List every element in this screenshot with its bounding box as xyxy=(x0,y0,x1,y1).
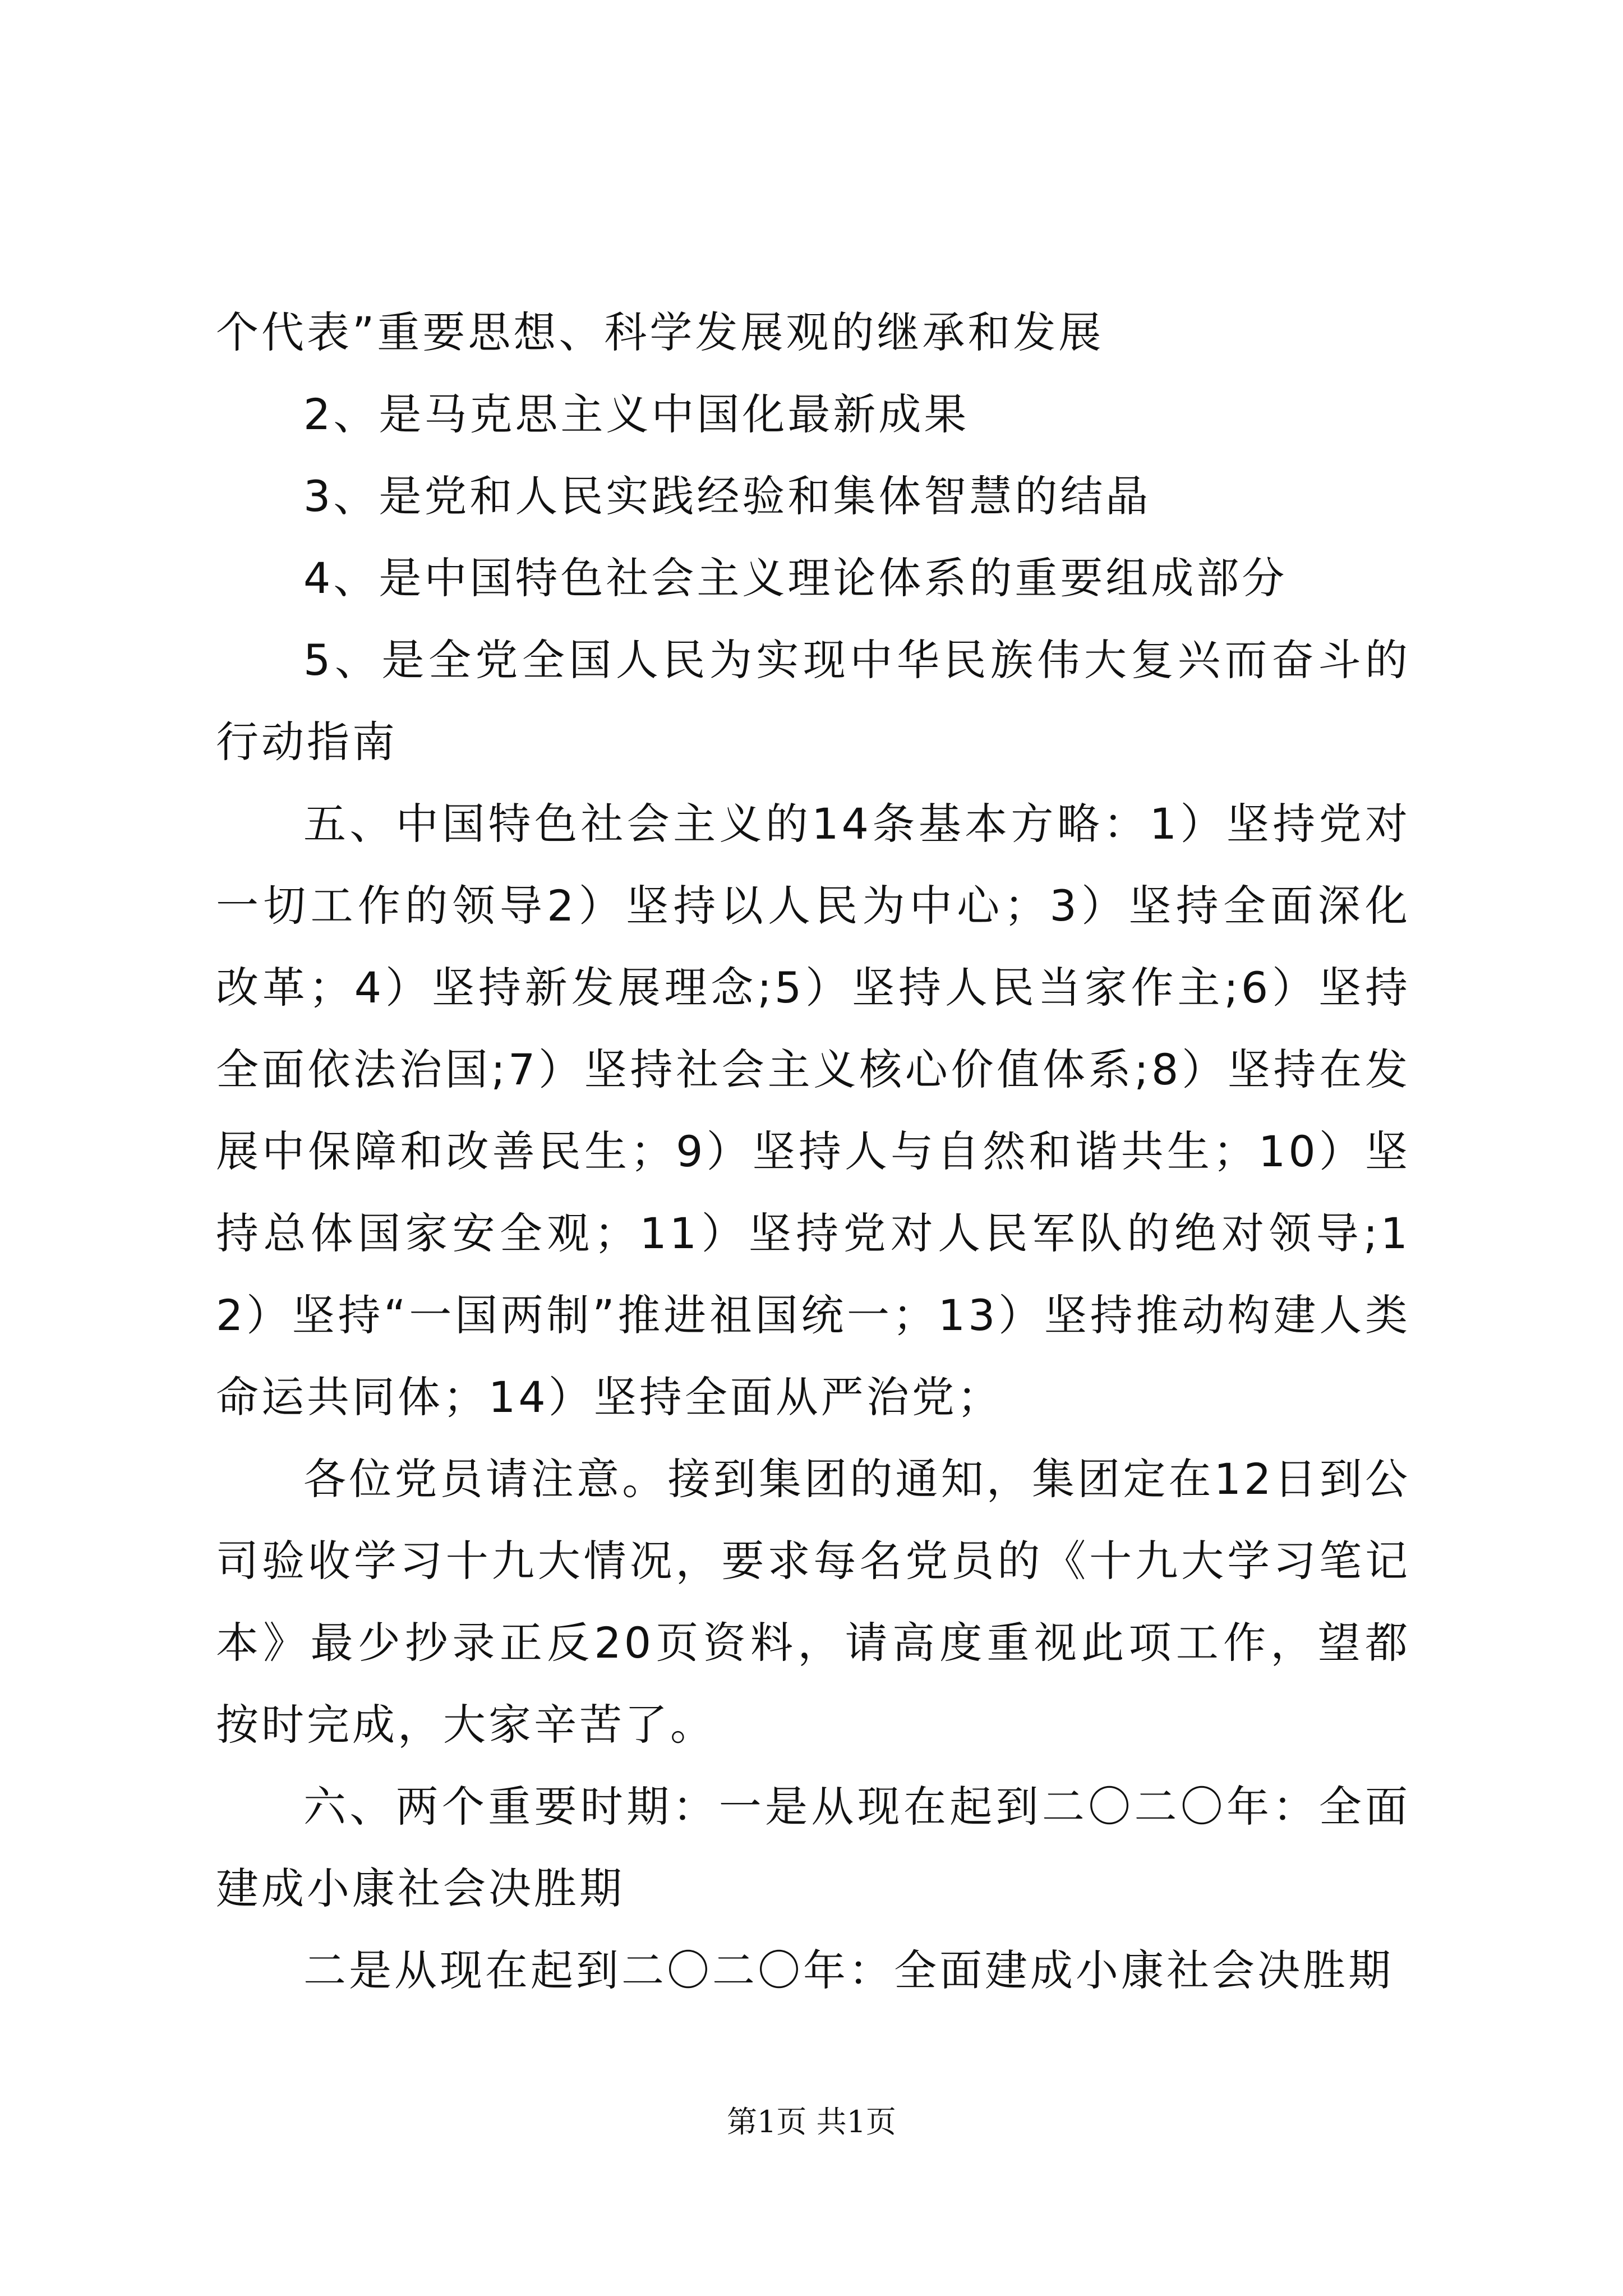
page-footer: 第1页 共1页 xyxy=(727,2104,896,2139)
paragraph-8: 六、两个重要时期：一是从现在起到二〇二〇年：全面建成小康社会决胜期 xyxy=(216,1782,1410,1913)
paragraph-3: 3、是党和人民实践经验和集体智慧的结晶 xyxy=(303,471,1151,521)
document-body xyxy=(216,292,1410,2012)
paragraph-6: 五、中国特色社会主义的14条基本方略：1）坚持党对一切工作的领导2）坚持以人民为中心；3）坚持全面深化改革；4）坚持新发展理念;5）坚持人民当家作主;6）坚持全面依法治国;7）坚持社会主义核心价值体系;8）坚持在发展中保障和改善民生；9）坚持人与自然和谐共生；10）坚持总体国家安全观；11）坚持党对人民军队的绝对领导;12）坚持“一国两制”推进祖国统一；13）坚持推动构建人类命运共同体；14）坚持全面从严治党； xyxy=(216,799,1410,1422)
paragraph-9: 二是从现在起到二〇二〇年：全面建成小康社会决胜期 xyxy=(303,1945,1394,1995)
paragraph-2: 2、是马克思主义中国化最新成果 xyxy=(303,389,970,439)
paragraph-5: 5、是全党全国人民为实现中华民族伟大复兴而奋斗的行动指南 xyxy=(216,635,1410,767)
paragraph-7: 各位党员请注意。接到集团的通知，集团定在12日到公司验收学习十九大情况，要求每名党员的《十九大学习笔记本》最少抄录正反20页资料，请高度重视此项工作，望都按时完成，大家辛苦了。 xyxy=(216,1454,1410,1750)
paragraph-4: 4、是中国特色社会主义理论体系的重要组成部分 xyxy=(303,553,1288,603)
paragraph-1: 个代表”重要思想、科学发展观的继承和发展 xyxy=(216,307,1104,357)
